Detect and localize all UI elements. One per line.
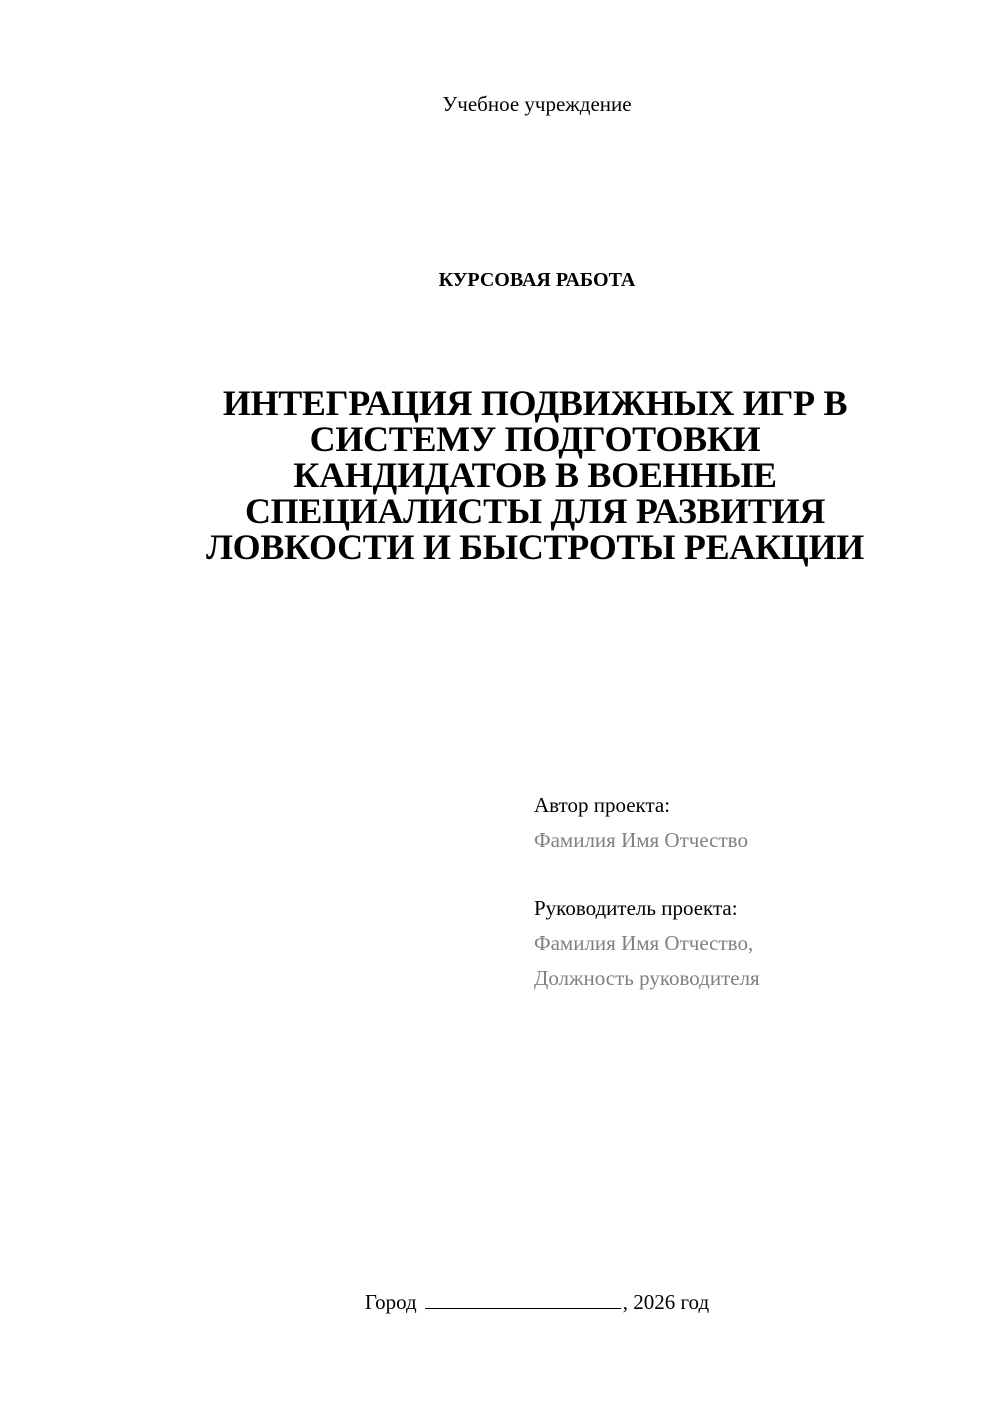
institution-name: Учебное учреждение: [442, 92, 632, 116]
author-label: Автор проекта:: [534, 793, 671, 817]
title-line: СИСТЕМУ ПОДГОТОВКИ: [309, 419, 761, 459]
supervisor-position: Должность руководителя: [534, 966, 760, 990]
author-name: Фамилия Имя Отчество: [534, 828, 748, 852]
supervisor-name: Фамилия Имя Отчество,: [534, 931, 754, 955]
supervisor-label: Руководитель проекта:: [534, 896, 738, 920]
footer-city-year: [37, 1290, 1000, 1315]
spacer: [534, 858, 954, 891]
city-blank-line: [425, 1290, 621, 1309]
credits-block: [534, 788, 954, 996]
title-line: ЛОВКОСТИ И БЫСТРОТЫ РЕАКЦИИ: [206, 527, 864, 567]
title-line: ИНТЕГРАЦИЯ ПОДВИЖНЫХ ИГР В: [222, 383, 848, 423]
city-label: Город: [364, 1290, 417, 1314]
work-type-heading: КУРСОВАЯ РАБОТА: [438, 269, 636, 291]
year-label: , 2026 год: [622, 1290, 710, 1314]
title-line: СПЕЦИАЛИСТЫ ДЛЯ РАЗВИТИЯ: [244, 491, 826, 531]
document-title: [160, 385, 910, 565]
title-line: КАНДИДАТОВ В ВОЕННЫЕ: [293, 455, 777, 495]
